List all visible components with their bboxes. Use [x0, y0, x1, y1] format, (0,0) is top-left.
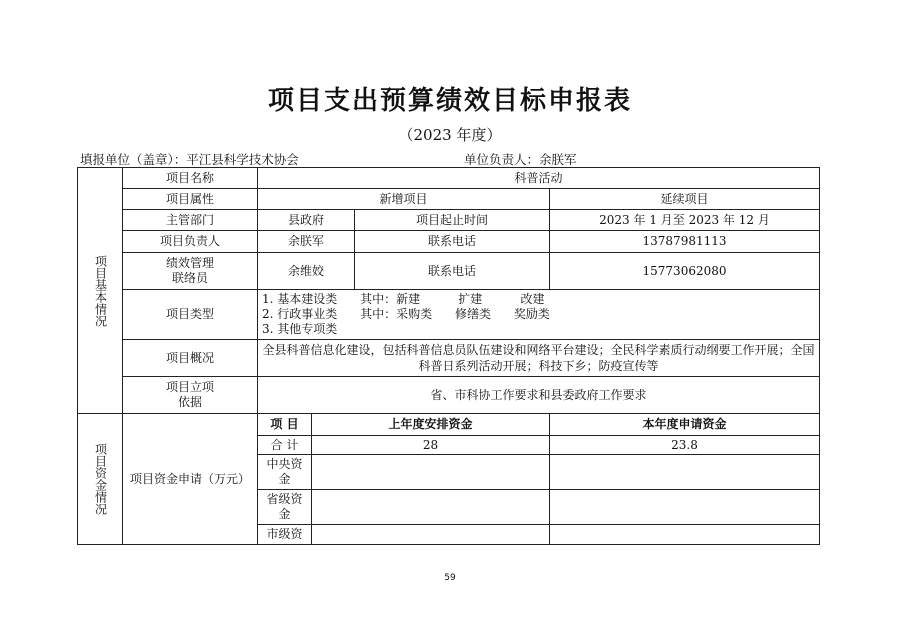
leader-phone-label: 联系电话: [355, 231, 550, 253]
type-line-2: 2. 行政事业类 其中：采购类 修缮类 奖励类: [262, 307, 550, 321]
funds-central-label: [258, 455, 312, 490]
perf-label-line2: 联络员: [171, 271, 208, 285]
province-line2: 金: [278, 507, 291, 521]
leader-phone: 13787981113: [550, 231, 820, 253]
page-number: 59: [444, 573, 456, 583]
dept-label: 主管部门: [123, 210, 258, 231]
section-basic-info: 项目基本情况: [78, 168, 123, 414]
perf-contact-label: [123, 253, 258, 290]
type-line-1: 1. 基本建设类 其中：新建 扩建 改建: [262, 292, 545, 306]
period-label: 项目起止时间: [355, 210, 550, 231]
project-attr-label: 项目属性: [123, 189, 258, 210]
funds-col-last: 上年度安排资金: [312, 414, 550, 436]
funds-central-last: [312, 455, 550, 490]
type-line-3: 3. 其他专项类: [262, 322, 338, 336]
dept-value: 县政府: [258, 210, 355, 231]
unit-responsible: 单位负责人：余朕军: [464, 152, 577, 167]
funds-city-label: 市级资: [258, 525, 312, 545]
project-name-value: 科普活动: [258, 168, 820, 189]
section-funds: 项目资金情况: [78, 414, 123, 545]
perf-label-line1: 绩效管理: [165, 256, 214, 270]
central-line1: 中央资: [266, 457, 303, 471]
basis-label-line2: 依据: [177, 395, 202, 409]
funds-province-last: [312, 490, 550, 525]
attr-new: 新增项目: [258, 189, 550, 210]
overview-value: 全县科普信息化建设，包括科普信息员队伍建设和网络平台建设；全民科学素质行动纲要工作开展；全国科普日系列活动开展；科技下乡；防疫宣传等: [258, 340, 820, 377]
funds-total-last: 28: [312, 436, 550, 455]
period-value: 2023 年 1 月至 2023 年 12 月: [550, 210, 820, 231]
leader-label: 项目负责人: [123, 231, 258, 253]
funds-total-label: 合 计: [258, 436, 312, 455]
leader-value: 余朕军: [258, 231, 355, 253]
funds-province-label: [258, 490, 312, 525]
province-line1: 省级资: [266, 492, 303, 506]
funds-city-last: [312, 525, 550, 545]
project-type-value: [258, 290, 820, 340]
central-line2: 金: [278, 472, 291, 486]
fill-unit: 填报单位（盖章）：平江县科学技术协会: [80, 152, 299, 167]
attr-continue: 延续项目: [550, 189, 820, 210]
funds-col-this: 本年度申请资金: [550, 414, 820, 436]
project-name-label: 项目名称: [123, 168, 258, 189]
basis-label-line1: 项目立项: [165, 380, 214, 394]
funds-province-this: [550, 490, 820, 525]
year-label: （2023 年度）: [398, 126, 502, 144]
budget-form-table: [77, 167, 820, 545]
funds-city-this: [550, 525, 820, 545]
perf-contact-value: 余维姣: [258, 253, 355, 290]
project-type-label: 项目类型: [123, 290, 258, 340]
basis-label: [123, 377, 258, 414]
funds-central-this: [550, 455, 820, 490]
funds-col-item: 项 目: [258, 414, 312, 436]
perf-phone: 15773062080: [550, 253, 820, 290]
basis-value: 省、市科协工作要求和县委政府工作要求: [258, 377, 820, 414]
overview-label: 项目概况: [123, 340, 258, 377]
page-title: 项目支出预算绩效目标申报表: [267, 86, 632, 116]
funds-total-this: 23.8: [550, 436, 820, 455]
funds-label: 项目资金申请（万元）: [123, 414, 258, 545]
perf-phone-label: 联系电话: [355, 253, 550, 290]
